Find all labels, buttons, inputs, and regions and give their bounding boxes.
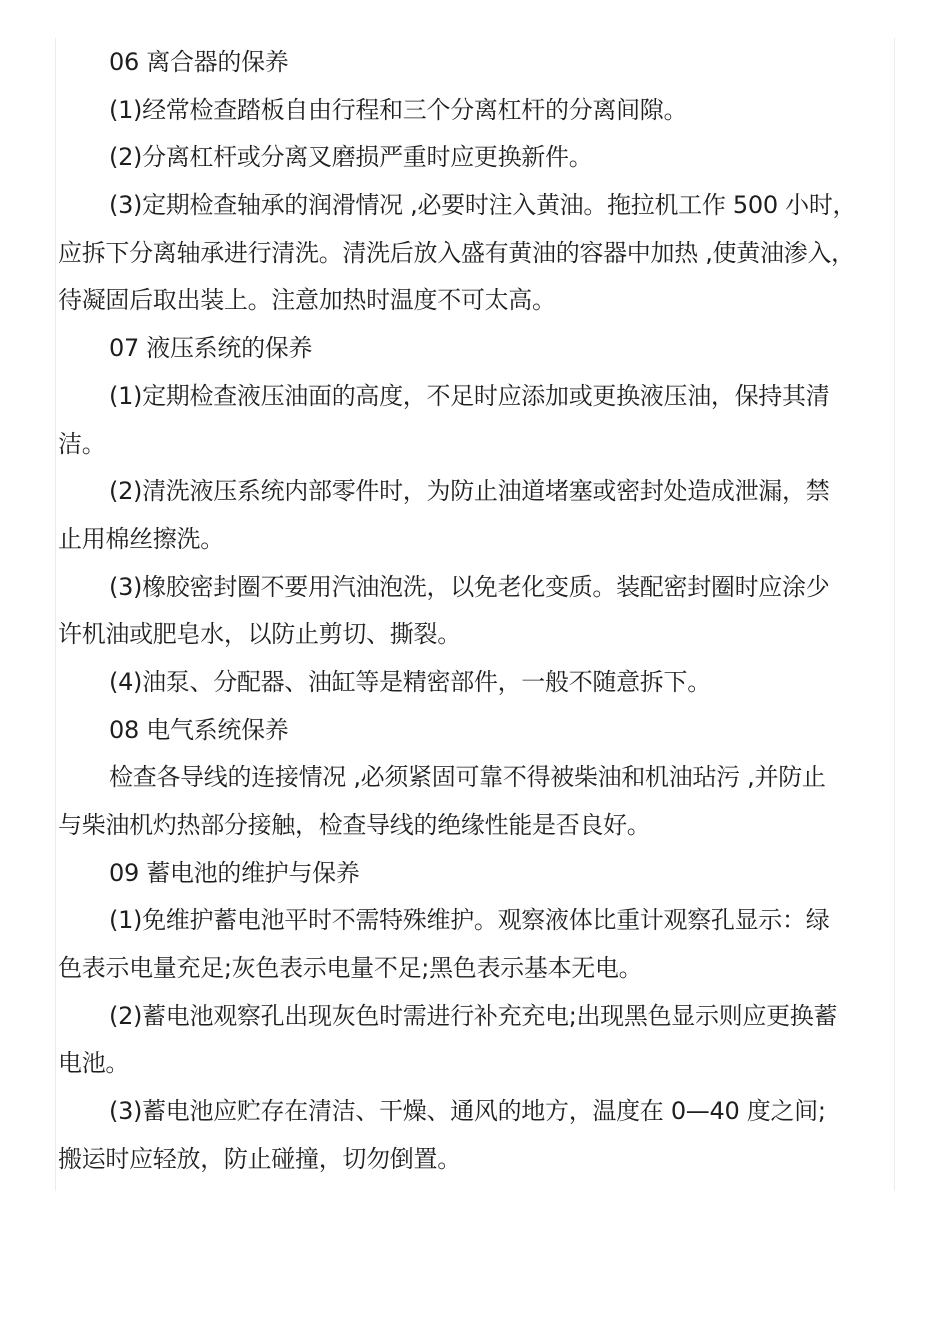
section-heading-electrical: 08 电气系统保养 — [109, 715, 289, 744]
paragraph-line: (1)定期检查液压油面的高度，不足时应添加或更换液压油，保持其清 — [109, 381, 830, 410]
section-heading-clutch: 06 离合器的保养 — [109, 48, 289, 76]
paragraph-line: 搬运时应轻放，防止碰撞，切勿倒置。 — [58, 1144, 461, 1173]
paragraph-line: 止用棉丝擦洗。 — [58, 524, 224, 553]
paragraph-line: (2)蓄电池观察孔出现灰色时需进行补充充电;出现黑色显示则应更换蓄 — [109, 1001, 838, 1030]
paragraph-line: (2)分离杠杆或分离叉磨损严重时应更换新件。 — [109, 143, 593, 172]
paragraph-line: (4)油泵、分配器、油缸等是精密部件，一般不随意拆下。 — [109, 667, 711, 696]
paragraph-line: (2)清洗液压系统内部零件时，为防止油道堵塞或密封处造成泄漏，禁 — [109, 477, 830, 506]
paragraph-line: 色表示电量充足;灰色表示电量不足;黑色表示基本无电。 — [58, 954, 643, 983]
paragraph-line: 检查各导线的连接情况 ,必须紧固可靠不得被柴油和机油玷污 ,并防止 — [109, 763, 826, 792]
document-page — [55, 38, 895, 1191]
paragraph-line: (3)蓄电池应贮存在清洁、干燥、通风的地方，温度在 0—40 度之间; — [109, 1097, 826, 1126]
section-heading-battery: 09 蓄电池的维护与保养 — [109, 858, 360, 887]
paragraph-line: (1)经常检查踏板自由行程和三个分离杠杆的分离间隙。 — [109, 95, 688, 124]
paragraph-line: (1)免维护蓄电池平时不需特殊维护。观察液体比重计观察孔显示：绿 — [109, 906, 830, 935]
paragraph-line: 应拆下分离轴承进行清洗。清洗后放入盛有黄油的容器中加热 ,使黄油渗入， — [58, 238, 855, 267]
paragraph-line: 待凝固后取出装上。注意加热时温度不可太高。 — [58, 286, 556, 315]
section-heading-hydraulic: 07 液压系统的保养 — [109, 334, 313, 363]
paragraph-line: (3)定期检查轴承的润滑情况 ,必要时注入黄油。拖拉机工作 500 小时， — [109, 191, 857, 220]
paragraph-line: (3)橡胶密封圈不要用汽油泡洗，以免老化变质。装配密封圈时应涂少 — [109, 572, 830, 601]
paragraph-line: 与柴油机灼热部分接触，检查导线的绝缘性能是否良好。 — [58, 811, 651, 839]
document-body — [58, 39, 894, 1184]
paragraph-line: 许机油或肥皂水，以防止剪切、撕裂。 — [58, 620, 461, 649]
paragraph-line: 电池。 — [58, 1049, 130, 1078]
paragraph-line: 洁。 — [58, 429, 106, 458]
